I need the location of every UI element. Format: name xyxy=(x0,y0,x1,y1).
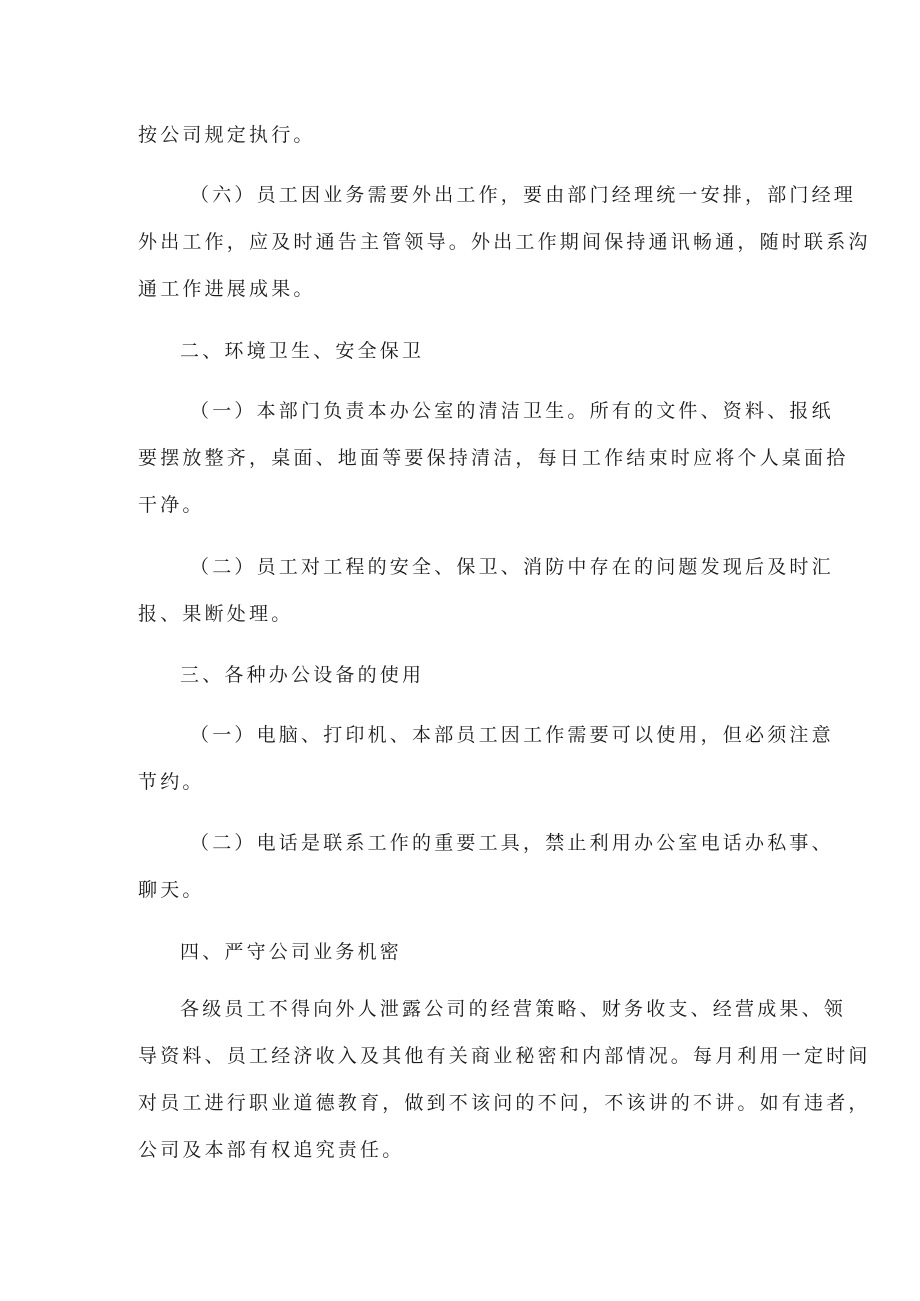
text-line: （六）员工因业务需要外出工作，要由部门经理统一安排，部门经理 xyxy=(190,184,857,206)
text-line: 通工作进展成果。 xyxy=(138,278,316,300)
text-line: 导资料、员工经济收入及其他有关商业秘密和内部情况。每月利用一定时间 xyxy=(138,1045,871,1067)
text-line: 外出工作，应及时通告主管领导。外出工作期间保持通讯畅通，随时联系沟 xyxy=(138,231,871,253)
text-line: 各级员工不得向外人泄露公司的经营策略、财务收支、经营成果、领 xyxy=(180,998,847,1020)
text-line: 按公司规定执行。 xyxy=(138,124,316,146)
paragraph-item-2 xyxy=(138,544,834,638)
section-heading-3 xyxy=(138,652,798,699)
text-line: 对员工进行职业道德教育，做到不该问的不问，不该讲的不讲。如有违者， xyxy=(138,1092,871,1114)
text-line: 要摆放整齐，桌面、地面等要保持清洁，每日工作结束时应将个人桌面拾 xyxy=(138,447,849,469)
text-line: 三、各种办公设备的使用 xyxy=(180,664,425,686)
text-line: 二、环境卫生、安全保卫 xyxy=(180,340,425,362)
paragraph-item-2 xyxy=(138,820,834,914)
text-line: 报、果断处理。 xyxy=(138,603,294,625)
text-line: （一）电脑、打印机、本部员工因工作需要可以使用，但必须注意 xyxy=(190,724,834,746)
section-heading-2 xyxy=(138,328,798,375)
paragraph-item-1 xyxy=(138,388,849,529)
text-line: 节约。 xyxy=(138,771,205,793)
text-line: （二）电话是联系工作的重要工具，禁止利用办公室电话办私事、 xyxy=(190,832,834,854)
section-heading-4 xyxy=(138,929,798,976)
text-line: （二）员工对工程的安全、保卫、消防中存在的问题发现后及时汇 xyxy=(190,556,834,578)
text-line: 四、严守公司业务机密 xyxy=(180,941,403,963)
text-line: 公司及本部有权追究责任。 xyxy=(138,1139,405,1161)
text-line: 聊天。 xyxy=(138,879,205,901)
paragraph-item-1 xyxy=(138,712,834,806)
paragraph-continuation xyxy=(138,112,798,159)
text-line: （一）本部门负责本办公室的清洁卫生。所有的文件、资料、报纸 xyxy=(190,400,834,422)
paragraph-item-6 xyxy=(138,172,871,313)
paragraph-confidentiality xyxy=(138,986,871,1174)
text-line: 干净。 xyxy=(138,494,205,516)
